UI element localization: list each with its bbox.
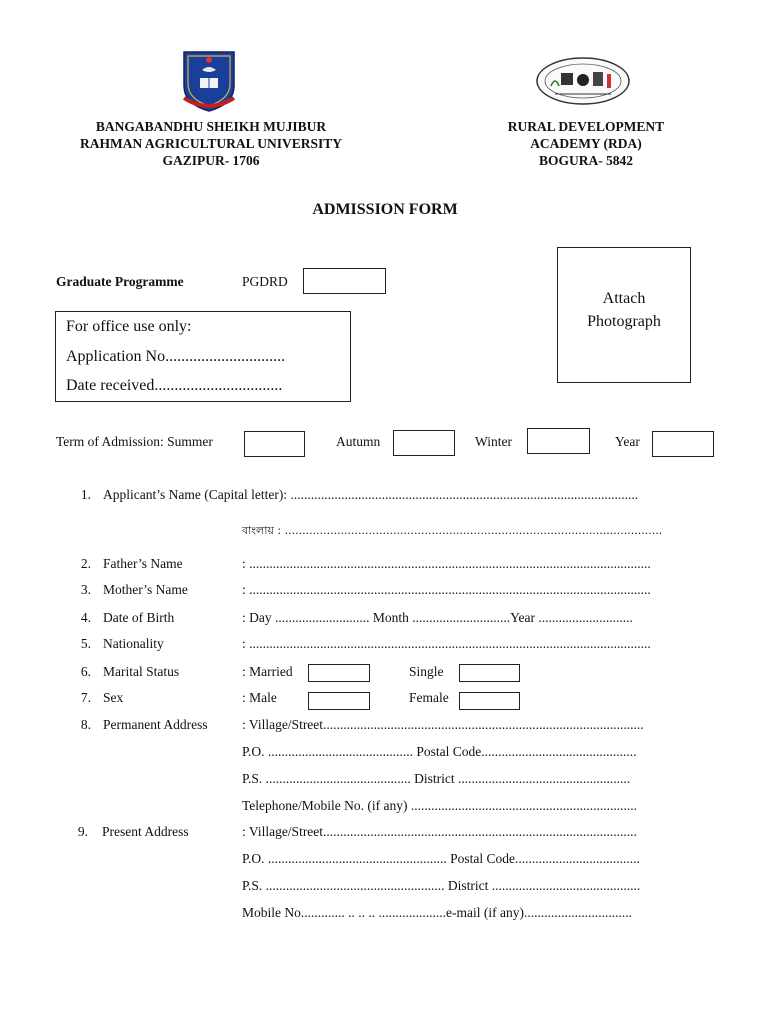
pgdrd-input-box[interactable] (303, 268, 386, 294)
applicant-name-field[interactable]: Applicant’s Name (Capital letter): ....................................................................................................... (103, 487, 639, 502)
office-use-title: For office use only: (66, 318, 192, 335)
form-title: ADMISSION FORM (312, 201, 458, 218)
married-label: : Married (242, 664, 293, 679)
term-winter-label: Winter (475, 434, 512, 449)
field-number: 9. (77, 824, 88, 839)
fathers-name-label: Father’s Name (103, 556, 183, 571)
married-checkbox[interactable] (308, 664, 370, 682)
office-use-box (55, 311, 351, 402)
single-checkbox[interactable] (459, 664, 520, 682)
programme-label: Graduate Programme (56, 274, 184, 289)
date-received-line: Date received................................ (66, 377, 283, 394)
field-number: 1. (80, 487, 91, 502)
present-village-field[interactable]: : Village/Street............................................................................................. (242, 824, 637, 839)
winter-checkbox[interactable] (527, 428, 590, 454)
field-number: 3. (80, 582, 91, 597)
summer-checkbox[interactable] (244, 431, 305, 457)
permanent-po-postal-field[interactable]: P.O. ........................................... Postal Code.............................................. (242, 744, 637, 759)
rda-emblem-logo (535, 56, 631, 106)
applicant-name-bangla-field[interactable]: বাংলায় : ............................................................................................................ (242, 524, 663, 537)
application-no-line: Application No.............................. (66, 348, 286, 365)
attach-photograph-box[interactable] (557, 247, 691, 383)
term-summer-label: Term of Admission: Summer (56, 434, 213, 449)
fathers-name-field[interactable]: : ....................................................................................................................... (242, 556, 651, 571)
female-checkbox[interactable] (459, 692, 520, 710)
nationality-field[interactable]: : ....................................................................................................................... (242, 636, 651, 651)
term-year-label: Year (615, 434, 640, 449)
right-institution-line3: BOGURA- 5842 (538, 153, 634, 168)
present-ps-district-field[interactable]: P.S. ..................................................... District ............................................ (242, 878, 641, 893)
sex-label: Sex (103, 690, 124, 705)
marital-status-label: Marital Status (103, 664, 180, 679)
male-label: : Male (242, 690, 277, 705)
photo-box-line2: Photograph (587, 313, 661, 330)
field-number: 8. (80, 717, 91, 732)
field-number: 2. (80, 556, 91, 571)
mothers-name-field[interactable]: : ....................................................................................................................... (242, 582, 651, 597)
term-autumn-label: Autumn (336, 434, 381, 449)
left-institution-line3: GAZIPUR- 1706 (162, 153, 260, 168)
present-po-postal-field[interactable]: P.O. ..................................................... Postal Code..................................... (242, 851, 640, 866)
autumn-checkbox[interactable] (393, 430, 455, 456)
right-institution-line1: RURAL DEVELOPMENT (507, 119, 665, 134)
field-number: 6. (80, 664, 91, 679)
female-label: Female (409, 690, 449, 705)
nationality-label: Nationality (103, 636, 164, 651)
present-mobile-email-field[interactable]: Mobile No............. .. .. .. ....................e-mail (if any)................................ (242, 905, 632, 920)
permanent-telephone-field[interactable]: Telephone/Mobile No. (if any) ................................................................... (242, 798, 638, 813)
right-institution-header (466, 118, 706, 169)
permanent-address-label: Permanent Address (103, 717, 208, 732)
permanent-ps-district-field[interactable]: P.S. ........................................... District ................................................... (242, 771, 631, 786)
date-of-birth-field[interactable]: : Day ............................ Month .............................Year ............................ (242, 610, 633, 625)
present-address-label: Present Address (102, 824, 189, 839)
right-institution-line2: ACADEMY (RDA) (530, 136, 642, 151)
single-label: Single (409, 664, 444, 679)
left-institution-header (30, 118, 392, 169)
permanent-village-field[interactable]: : Village/Street............................................................................................... (242, 717, 644, 732)
male-checkbox[interactable] (308, 692, 370, 710)
field-number: 5. (80, 636, 91, 651)
photo-box-line1: Attach (602, 290, 646, 307)
university-crest-logo (178, 48, 240, 114)
date-of-birth-label: Date of Birth (103, 610, 175, 625)
mothers-name-label: Mother’s Name (103, 582, 188, 597)
left-institution-line2: RAHMAN AGRICULTURAL UNIVERSITY (79, 136, 343, 151)
left-institution-line1: BANGABANDHU SHEIKH MUJIBUR (95, 119, 327, 134)
programme-name: PGDRD (242, 274, 288, 289)
field-number: 4. (80, 610, 91, 625)
field-number: 7. (80, 690, 91, 705)
year-input-box[interactable] (652, 431, 714, 457)
